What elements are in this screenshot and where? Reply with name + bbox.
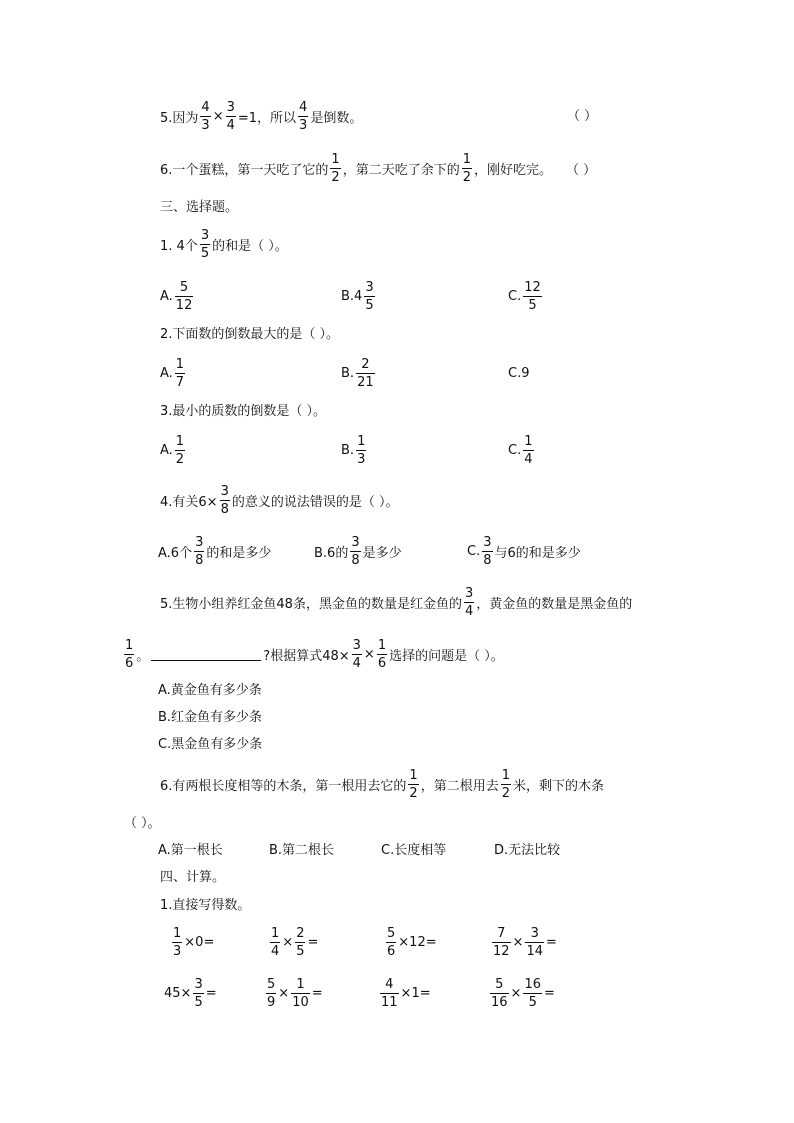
calc-item: $\frac{5}{6}$ ×12= xyxy=(387,925,437,959)
fraction: $\frac{1}{2}$ xyxy=(462,151,471,185)
fraction: $\frac{1}{6}$ xyxy=(125,637,134,671)
q-text: 5.因为 xyxy=(160,110,199,126)
fraction: $\frac{1}{4}$ xyxy=(271,925,280,959)
fraction: $\frac{3}{4}$ xyxy=(226,99,235,133)
q-text: ，刚好吃完。 xyxy=(473,162,552,178)
choice-q3: 3.最小的质数的倒数是（ ）。 xyxy=(160,404,327,419)
fraction: $\frac{4}{3}$ xyxy=(299,99,308,133)
option-a[interactable]: A.黄金鱼有多少条 xyxy=(158,683,262,698)
option-a[interactable]: A.6个 $\frac{3}{8}$ 的和是多少 xyxy=(158,534,272,568)
judge-q6 xyxy=(160,148,596,188)
fraction: $\frac{5}{12}$ xyxy=(175,279,193,313)
option-a[interactable]: A. $\frac{1}{7}$ xyxy=(160,356,185,390)
choice-q5-line1: 5.生物小组养红金鱼48条，黑金鱼的数量是红金鱼的 $\frac{3}{4}$ ，黄金鱼的数量是黑金鱼的 xyxy=(160,585,633,619)
calc-item: 45× $\frac{3}{5}$ = xyxy=(164,976,217,1010)
q-text: 6.一个蛋糕，第一天吃了它的 xyxy=(160,162,329,178)
option-b[interactable]: B.红金鱼有多少条 xyxy=(158,710,263,725)
q-text: 1. 4个 xyxy=(160,238,198,254)
fraction: $\frac{1}{7}$ xyxy=(175,356,185,390)
option-c[interactable]: C.9 xyxy=(508,365,530,381)
fraction: $\frac{7}{12}$ xyxy=(493,925,510,959)
answer-paren[interactable]: （ ） xyxy=(567,109,598,124)
fraction: $\frac{1}{2}$ xyxy=(409,767,418,801)
fraction: $\frac{1}{2}$ xyxy=(501,767,510,801)
fraction: $\frac{3}{8}$ xyxy=(351,534,360,568)
q-text: =1，所以 xyxy=(237,110,297,126)
calc-item: $\frac{5}{9}$ × $\frac{1}{10}$ = xyxy=(267,976,323,1010)
calc-item: $\frac{1}{4}$ × $\frac{2}{5}$ = xyxy=(271,925,319,959)
fraction: $\frac{5}{16}$ xyxy=(491,976,508,1010)
option-b[interactable]: B.6的 $\frac{3}{8}$ 是多少 xyxy=(314,534,402,568)
fraction: $\frac{3}{5}$ xyxy=(194,976,203,1010)
fraction: $\frac{3}{14}$ xyxy=(526,925,543,959)
option-b[interactable]: B.第二根长 xyxy=(269,843,335,858)
fraction: $\frac{1}{3}$ xyxy=(357,433,366,467)
fraction: $\frac{5}{9}$ xyxy=(267,976,276,1010)
q-text: 是倒数。 xyxy=(310,110,363,126)
fraction: $\frac{12}{5}$ xyxy=(524,279,541,313)
calc-item: $\frac{7}{12}$ × $\frac{3}{14}$ = xyxy=(493,925,557,959)
fraction: $\frac{3}{8}$ xyxy=(483,534,492,568)
fraction: $\frac{1}{6}$ xyxy=(377,637,387,671)
times-sign: × xyxy=(212,108,224,124)
fraction: $\frac{3}{5}$ xyxy=(200,227,210,261)
fraction: $\frac{1}{10}$ xyxy=(292,976,309,1010)
fraction: $\frac{4}{11}$ xyxy=(381,976,398,1010)
answer-paren[interactable]: （ ）。 xyxy=(124,816,161,831)
fraction: $\frac{3}{5}$ xyxy=(365,279,374,313)
choice-q4 xyxy=(160,480,399,520)
q-text: ，第二天吃了余下的 xyxy=(342,162,460,178)
fraction: $\frac{1}{4}$ xyxy=(524,433,533,467)
option-a[interactable]: A. $\frac{5}{12}$ xyxy=(160,279,193,313)
choice-q1 xyxy=(160,224,288,264)
option-c[interactable]: C.长度相等 xyxy=(381,843,447,858)
fill-blank[interactable] xyxy=(151,648,261,661)
sub-title: 1.直接写得数。 xyxy=(160,898,251,913)
option-a[interactable]: A.第一根长 xyxy=(158,843,223,858)
option-a[interactable]: A. $\frac{1}{2}$ xyxy=(160,433,185,467)
section-title: 四、计算。 xyxy=(160,870,226,885)
fraction: $\frac{3}{8}$ xyxy=(220,483,229,517)
fraction: $\frac{4}{3}$ xyxy=(201,99,210,133)
fraction: $\frac{2}{5}$ xyxy=(296,925,305,959)
section-title: 三、选择题。 xyxy=(160,200,239,215)
choice-q5-line2: $\frac{1}{6}$ 。 ?根据算式48× $\frac{3}{4}$ × $\frac{1}{6}$ 选择的问题是（ ）。 xyxy=(125,637,504,671)
fraction: $\frac{5}{6}$ xyxy=(387,925,396,959)
option-b[interactable]: B.4 $\frac{3}{5}$ xyxy=(341,279,374,313)
q-text: 的意义的说法错误的是（ ）。 xyxy=(231,494,399,510)
option-c[interactable]: C. $\frac{3}{8}$ 与6的和是多少 xyxy=(467,534,581,568)
choice-q2: 2.下面数的倒数最大的是（ ）。 xyxy=(160,327,340,342)
fraction: $\frac{1}{2}$ xyxy=(175,433,185,467)
calc-item: $\frac{1}{3}$ ×0= xyxy=(173,925,215,959)
calc-item: $\frac{4}{11}$ ×1= xyxy=(381,976,431,1010)
calc-item: $\frac{5}{16}$ × $\frac{16}{5}$ = xyxy=(491,976,555,1010)
q-text: 4.有关6× xyxy=(160,494,218,510)
choice-q6-line1: 6.有两根长度相等的木条，第一根用去它的 $\frac{1}{2}$ ，第二根用去 $\frac{1}{2}$ 米，剩下的木条 xyxy=(160,767,604,801)
fraction: $\frac{3}{8}$ xyxy=(195,534,204,568)
fraction: $\frac{2}{21}$ xyxy=(357,356,374,390)
judge-q5 xyxy=(160,96,362,136)
fraction: $\frac{3}{4}$ xyxy=(352,637,361,671)
option-b[interactable]: B. $\frac{1}{3}$ xyxy=(341,433,366,467)
option-d[interactable]: D.无法比较 xyxy=(494,843,561,858)
fraction: $\frac{1}{2}$ xyxy=(331,151,340,185)
fraction: $\frac{1}{3}$ xyxy=(173,925,182,959)
option-c[interactable]: C. $\frac{12}{5}$ xyxy=(508,279,541,313)
fraction: $\frac{3}{4}$ xyxy=(464,585,474,619)
option-c[interactable]: C.黑金鱼有多少条 xyxy=(158,737,263,752)
option-b[interactable]: B. $\frac{2}{21}$ xyxy=(341,356,374,390)
fraction: $\frac{16}{5}$ xyxy=(524,976,541,1010)
q-text: 的和是（ ）。 xyxy=(212,238,288,254)
answer-paren[interactable]: （ ） xyxy=(566,162,597,178)
option-c[interactable]: C. $\frac{1}{4}$ xyxy=(508,433,533,467)
